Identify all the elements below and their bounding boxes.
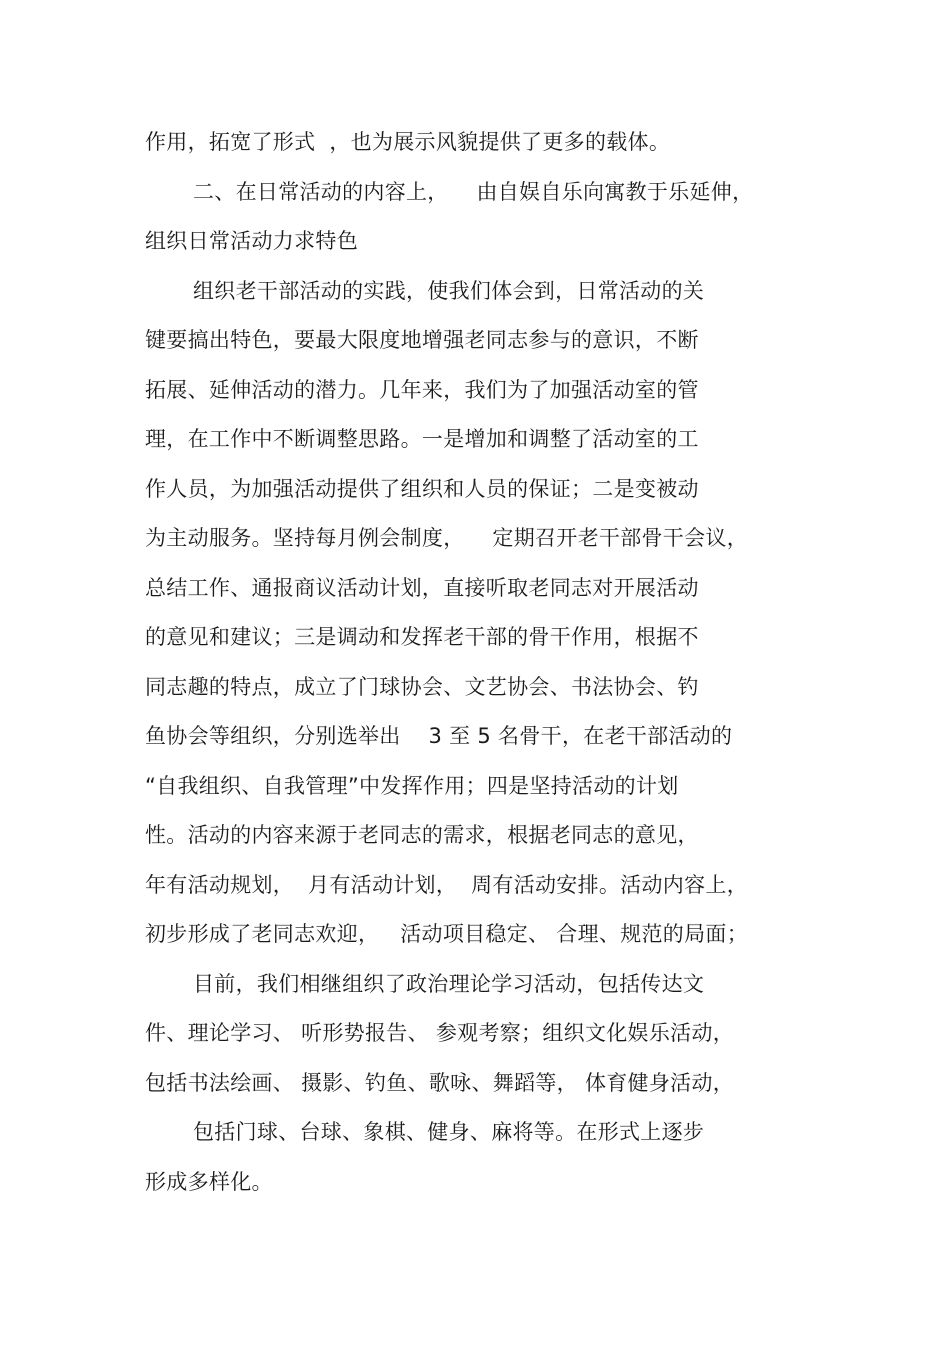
paragraph-line: 初步形成了老同志欢迎， 活动项目稳定、 合理、规范的局面； — [145, 922, 748, 946]
paragraph-line: 同志趣的特点，成立了门球协会、文艺协会、书法协会、钓 — [145, 674, 699, 699]
section-heading-line-1: 二、在日常活动的内容上， 由自娱自乐向寓教于乐延伸， — [193, 179, 754, 204]
paragraph-line: “自我组织、自我管理”中发挥作用；四是坚持活动的计划 — [145, 773, 679, 798]
text-line-1: 作用，拓宽了形式 ，也为展示风貌提供了更多的载体。 — [145, 130, 671, 154]
paragraph-line: 件、理论学习、 听形势报告、 参观考察；组织文化娱乐活动， — [145, 1021, 735, 1045]
paragraph-line: 总结工作、通报商议活动计划，直接听取老同志对开展活动 — [145, 575, 699, 600]
paragraph-line: 组织老干部活动的实践，使我们体会到，日常活动的关 — [193, 278, 705, 303]
paragraph-line: 理，在工作中不断调整思路。一是增加和调整了活动室的工 — [145, 427, 699, 451]
paragraph-line: 的意见和建议；三是调动和发挥老干部的骨干作用，根据不 — [145, 625, 699, 649]
paragraph-line: 作人员，为加强活动提供了组织和人员的保证；二是变被动 — [145, 476, 699, 501]
paragraph-line: 性。活动的内容来源于老同志的需求，根据老同志的意见， — [145, 823, 699, 847]
section-heading-line-2: 组织日常活动力求特色 — [145, 229, 358, 253]
paragraph-line: 年有活动规划， 月有活动计划， 周有活动安排。活动内容上， — [145, 872, 748, 897]
paragraph-line: 拓展、延伸活动的潜力。几年来，我们为了加强活动室的管 — [145, 377, 699, 402]
paragraph-line: 鱼协会等组织，分别选举出 3 至 5 名骨干，在老干部活动的 — [145, 724, 733, 748]
paragraph-line: 目前，我们相继组织了政治理论学习活动，包括传达文 — [193, 971, 705, 996]
paragraph-line: 键要搞出特色，要最大限度地增强老同志参与的意识，不断 — [145, 328, 699, 352]
paragraph-line: 包括书法绘画、 摄影、钓鱼、歌咏、舞蹈等， 体育健身活动， — [145, 1070, 735, 1095]
paragraph-line: 包括门球、台球、象棋、健身、麻将等。在形式上逐步 — [193, 1120, 705, 1144]
paragraph-line: 为主动服务。坚持每月例会制度， 定期召开老干部骨干会议， — [145, 526, 748, 550]
body-text — [145, 118, 805, 1207]
paragraph-line: 形成多样化。 — [145, 1169, 273, 1194]
